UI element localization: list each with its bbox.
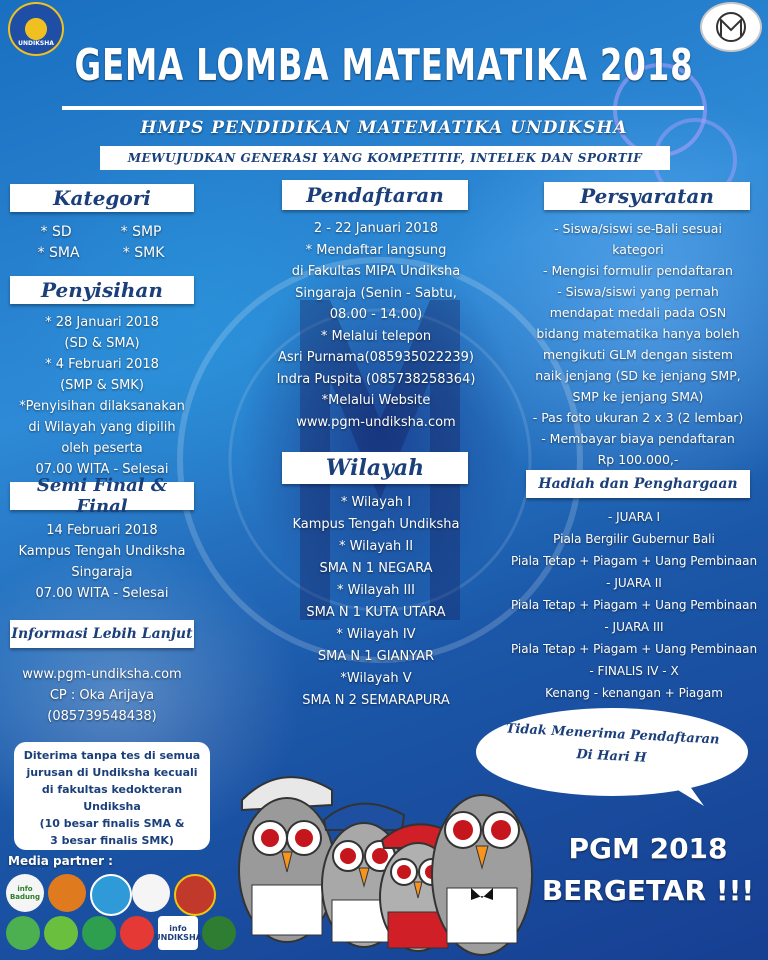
penyisihan-line: (SMP & SMK) [60,378,144,393]
wilayah-details [262,492,490,712]
wilayah-heading: Wilayah [282,452,468,484]
partner-logo-9 [120,916,154,950]
notice-line: Diterima tanpa tes di semua [23,749,201,762]
owl-mascots [222,750,542,955]
notice-line: 3 besar finalis SMK) [50,834,174,847]
final-line: 07.00 WITA - Selesai [35,586,169,601]
wilayah-line: * Wilayah IV [336,627,416,642]
wilayah-line: SMA N 1 NEGARA [319,561,433,576]
hadiah-line: Piala Tetap + Piagam + Uang Pembinaan [510,554,758,568]
hadiah-line: Kenang - kenangan + Piagam [545,686,723,700]
pendaftaran-line: Indra Puspita (085738258364) [276,371,476,387]
penyisihan-line: * 28 Januari 2018 [45,315,159,330]
kategori-list [16,222,186,264]
penyisihan-heading: Penyisihan [10,276,194,304]
contact-phone: (085739548438) [47,709,157,724]
persyaratan-line: - Membayar biaya pendaftaran [541,431,735,446]
persyaratan-details [510,218,766,470]
hadiah-line: - JUARA III [604,620,664,634]
pendaftaran-line: Singaraja (Senin - Sabtu, [295,285,457,301]
persyaratan-line: kategori [612,242,664,257]
hadiah-line: - FINALIS IV - X [589,664,679,678]
persyaratan-line: - Siswa/siswi se-Bali sesuai [554,221,722,236]
persyaratan-line: bidang matematika hanya boleh [536,326,740,341]
notice-line: (10 besar finalis SMA & [39,817,185,830]
penyisihan-line: (SD & SMA) [64,336,140,351]
bubble-line-1: Tidak Menerima Pendaftaran [505,721,720,748]
wilayah-line: SMA N 1 KUTA UTARA [306,605,446,620]
tagline-text: MEWUJUDKAN GENERASI YANG KOMPETITIF, INTELEK DAN SPORTIF [127,151,643,165]
notice-line: jurusan di Undiksha kecuali [26,766,198,779]
hadiah-line: - JUARA I [607,510,661,524]
page-title: GEMA LOMBA MATEMATIKA 2018 [74,40,694,91]
persyaratan-line: Rp 100.000,- [597,452,679,467]
wilayah-line: Kampus Tengah Undiksha [292,517,460,532]
closing-line-1: PGM 2018 [568,832,728,865]
penyisihan-line: *Penyisihan dilaksanakan [19,399,185,414]
kategori-item-sd: * SD [40,224,72,240]
partner-logo-info-undiksha: info UNDIKSHA [158,916,198,950]
owl-mascot-1 [239,777,335,942]
media-partner-logos [4,872,240,956]
hadiah-heading: Hadiah dan Penghargaan [526,470,750,498]
pendaftaran-line: di Fakultas MIPA Undiksha [291,264,461,279]
website-link[interactable]: www.pgm-undiksha.com [22,667,182,682]
contact-person: CP : Oka Arijaya [49,688,155,703]
organizer-text: HMPS PENDIDIKAN MATEMATIKA UNDIKSHA [140,118,628,138]
hadiah-details [500,506,768,704]
informasi-details [4,664,200,727]
penyisihan-line: 07.00 WITA - Selesai [35,462,169,477]
persyaratan-line: - Pas foto ukuran 2 x 3 (2 lembar) [532,410,744,425]
final-line: Singaraja [71,565,133,580]
hadiah-line: - JUARA II [606,576,662,590]
hadiah-line: Piala Tetap + Piagam + Uang Pembinaan [510,642,758,656]
pendaftaran-line: * Melalui telepon [320,328,432,344]
hmps-emblem-icon [711,10,751,44]
persyaratan-line: mendapat medali pada OSN [549,305,727,320]
owl-mascot-4 [432,795,532,955]
partner-logo-4 [132,874,170,912]
final-heading: Semi Final & Final [10,482,194,510]
pendaftaran-line: Asri Purnama(085935022239) [278,350,474,365]
final-details [4,520,200,604]
partner-logo-6 [6,916,40,950]
wilayah-line: * Wilayah II [338,539,414,554]
partner-logo-3 [90,874,132,916]
persyaratan-line: - Siswa/siswi yang pernah [557,284,719,299]
tagline-banner [100,146,670,170]
informasi-heading: Informasi Lebih Lanjut [10,620,194,648]
persyaratan-line: - Mengisi formulir pendaftaran [543,263,733,278]
wilayah-line: SMA N 1 GIANYAR [317,649,435,664]
kategori-heading: Kategori [10,184,194,212]
undiksha-logo-caption: UNDIKSHA [18,39,54,47]
final-line: 14 Februari 2018 [46,523,158,538]
pendaftaran-heading: Pendaftaran [282,180,468,210]
partner-logo-2 [48,874,86,912]
penyisihan-line: * 4 Februari 2018 [45,357,159,372]
wilayah-line: *Wilayah V [340,671,412,686]
persyaratan-line: mengikuti GLM dengan sistem [542,347,734,362]
bubble-line-2: Di Hari H [576,747,647,766]
kategori-item-smp: * SMP [120,224,162,240]
partner-logo-7 [44,916,78,950]
notice-box [14,742,210,850]
hadiah-line: Piala Bergilir Gubernur Bali [553,532,715,546]
wilayah-line: * Wilayah III [337,583,415,598]
penyisihan-line: di Wilayah yang dipilih [28,420,176,435]
pendaftaran-line: *Melalui Website [321,393,431,408]
hmps-logo [700,2,762,52]
kategori-item-sma: * SMA [37,245,80,261]
media-partner-heading: Media partner : [8,854,113,868]
pendaftaran-line: 2 - 22 Januari 2018 [313,221,439,236]
title-underline [62,106,704,110]
pendaftaran-details [262,218,490,433]
notice-line: di fakultas kedokteran [41,783,183,796]
notice-line: Undiksha [83,800,141,813]
final-line: Kampus Tengah Undiksha [18,544,186,559]
wilayah-line: SMA N 2 SEMARAPURA [302,693,450,708]
kategori-item-smk: * SMK [122,245,165,261]
persyaratan-heading: Persyaratan [544,182,750,210]
pendaftaran-line: * Mendaftar langsung [305,242,447,258]
persyaratan-line: SMP ke jenjang SMA) [572,389,704,404]
hadiah-line: Piala Tetap + Piagam + Uang Pembinaan [510,598,758,612]
partner-logo-8 [82,916,116,950]
partner-logo-11 [202,916,236,950]
undiksha-logo [8,2,64,56]
persyaratan-line: naik jenjang (SD ke jenjang SMP, [535,368,741,383]
penyisihan-details [4,312,200,480]
closing-line-2: BERGETAR !!! [541,874,755,907]
pendaftaran-website-link[interactable]: www.pgm-undiksha.com [296,414,456,430]
closing-text [530,828,766,912]
partner-logo-5 [174,874,216,916]
wilayah-line: * Wilayah I [340,495,412,510]
partner-logo-info-badung: info Badung [6,874,44,912]
pendaftaran-line: 08.00 - 14.00) [329,307,423,322]
penyisihan-line: oleh peserta [61,441,143,456]
